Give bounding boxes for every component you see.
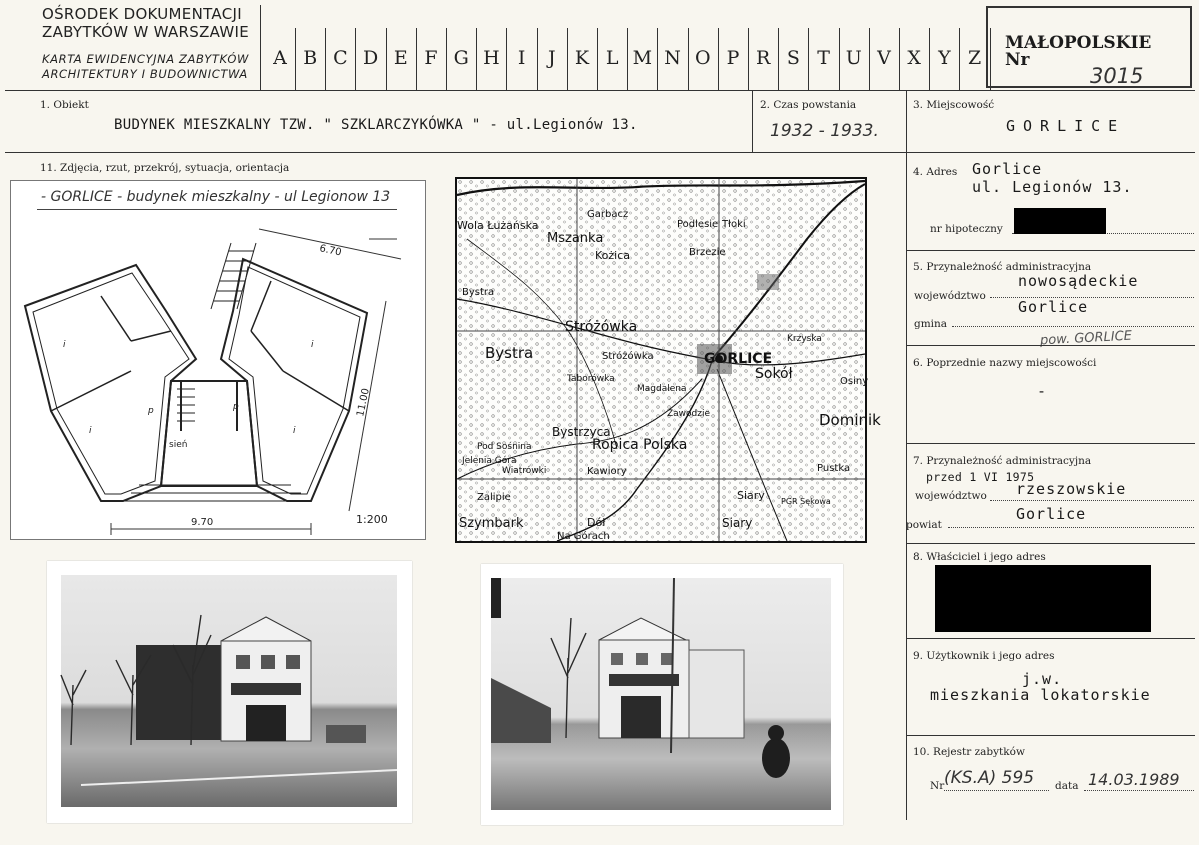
institution-line-1: OŚRODEK DOKUMENTACJI bbox=[42, 5, 242, 23]
map-place-label: Osiny bbox=[840, 376, 869, 387]
map-place-label: Ropica Polska bbox=[592, 437, 688, 453]
institution-name bbox=[42, 5, 249, 41]
map-place-label: Siary bbox=[722, 516, 753, 530]
photo-1-scene bbox=[61, 575, 397, 807]
letter-p: P bbox=[726, 47, 740, 69]
card-title bbox=[42, 52, 249, 82]
room-label-sien: sień bbox=[169, 440, 188, 450]
letter-v: V bbox=[877, 47, 891, 69]
map-place-label: Bystra bbox=[485, 344, 534, 362]
letter-d: D bbox=[362, 47, 379, 69]
przed-label: 7. Przynależność administracyjna bbox=[913, 455, 1092, 467]
photo-2 bbox=[481, 564, 843, 825]
wojewodztwo2-value: rzeszowskie bbox=[1016, 480, 1127, 498]
uzytkownik-line-2: mieszkania lokatorskie bbox=[930, 686, 1151, 704]
rejestr-nr-label: Nr bbox=[930, 780, 945, 792]
divider-przynaleznosc bbox=[906, 345, 1195, 346]
map-place-label: PGR Sękowa bbox=[781, 497, 831, 506]
map-place-label: Kożica bbox=[595, 249, 631, 262]
map-place-label: Bystra bbox=[462, 287, 495, 298]
divider-przed bbox=[906, 543, 1195, 544]
letter-n: N bbox=[664, 47, 681, 69]
divider-adres bbox=[906, 250, 1195, 251]
map-place-label: Tłoki bbox=[722, 219, 746, 230]
czas-value: 1932 - 1933. bbox=[770, 121, 879, 141]
dim-bottom: 9.70 bbox=[191, 517, 214, 528]
header-divider bbox=[5, 90, 1195, 91]
rejestr-nr-value: (KS.A) 595 bbox=[944, 768, 1035, 788]
wojewodztwo2-dots bbox=[990, 500, 1194, 501]
dim-top: 6.70 bbox=[318, 243, 343, 259]
letter-x: X bbox=[907, 47, 921, 69]
gmina-value: Gorlice bbox=[1018, 298, 1089, 316]
map-place-label: Dominik bbox=[819, 411, 881, 429]
powiat-dots bbox=[948, 527, 1194, 528]
adres-line-1: Gorlice bbox=[972, 160, 1043, 178]
rejestr-data-value: 14.03.1989 bbox=[1088, 770, 1180, 789]
zdjecia-label: 11. Zdjęcia, rzut, przekrój, sytuacja, orientacja bbox=[40, 162, 290, 174]
uzytkownik-label: 9. Użytkownik i jego adres bbox=[913, 650, 1055, 662]
map-place-label: Pod Sośnina bbox=[477, 442, 532, 452]
powiat-value: Gorlice bbox=[1016, 505, 1087, 523]
map-place-label: Stróżówka bbox=[565, 319, 638, 335]
right-column-separator bbox=[906, 90, 907, 820]
map-place-label: Podlesie bbox=[677, 219, 719, 230]
map-place-label: Wiatrówki bbox=[502, 466, 547, 476]
header-separator bbox=[260, 5, 261, 90]
letter-m: M bbox=[632, 47, 653, 69]
letter-y: Y bbox=[938, 47, 951, 69]
wlasciciel-label: 8. Właściciel i jego adres bbox=[913, 551, 1046, 563]
map-place-label: GORLICE bbox=[704, 351, 773, 367]
map-place-label: Krzyska bbox=[787, 334, 822, 344]
letter-h: H bbox=[483, 47, 500, 69]
letter-c: C bbox=[333, 47, 348, 69]
map-place-label: Wola Łużańska bbox=[457, 219, 539, 232]
room-label-p-1: p bbox=[148, 406, 154, 416]
przed-date: przed 1 VI 1975 bbox=[926, 470, 1035, 484]
poprzednie-label: 6. Poprzednie nazwy miejscowości bbox=[913, 357, 1097, 369]
obiekt-label: 1. Obiekt bbox=[40, 99, 89, 111]
room-label-p-2: p bbox=[233, 402, 239, 412]
divider-uzytkownik bbox=[906, 735, 1195, 736]
letter-b: B bbox=[303, 47, 318, 69]
divider-wlasciciel bbox=[906, 638, 1195, 639]
rejestr-data-label: data bbox=[1055, 780, 1079, 792]
adres-line-2: ul. Legionów 13. bbox=[972, 178, 1133, 196]
row1-divider bbox=[5, 152, 1195, 153]
rejestr-data-dots bbox=[1084, 790, 1194, 791]
letter-t: T bbox=[817, 47, 830, 69]
letter-a: A bbox=[273, 47, 287, 69]
czas-label: 2. Czas powstania bbox=[760, 99, 857, 111]
divider-poprzednie bbox=[906, 443, 1195, 444]
letter-z: Z bbox=[967, 47, 982, 69]
wojewodztwo-label: województwo bbox=[914, 290, 986, 302]
photo-1-image bbox=[61, 575, 397, 807]
gmina-label: gmina bbox=[914, 318, 948, 330]
room-label-i-4: i bbox=[293, 426, 296, 436]
map-place-label: Jelenia Góra bbox=[462, 456, 517, 466]
letter-g: G bbox=[453, 47, 469, 69]
map-place-label: Siary bbox=[737, 489, 765, 502]
letter-f: F bbox=[424, 47, 438, 69]
row1-separator-a bbox=[752, 90, 753, 152]
map-place-label: Szymbark bbox=[459, 516, 524, 531]
letter-o: O bbox=[695, 47, 711, 69]
map-place-label: Bystrzyca bbox=[552, 425, 611, 439]
rejestr-nr-dots bbox=[944, 790, 1049, 791]
room-label-i-2: i bbox=[89, 426, 92, 436]
map-place-label: Kawiory bbox=[587, 466, 627, 477]
letter-k: K bbox=[574, 47, 590, 69]
letter-e: E bbox=[393, 47, 408, 69]
map-place-label: Mszanka bbox=[547, 231, 604, 246]
adres-label: 4. Adres bbox=[913, 166, 958, 178]
card-title-line-1: KARTA EWIDENCYJNA ZABYTKÓW bbox=[42, 52, 249, 66]
poprzednie-value: - bbox=[1037, 382, 1048, 400]
miejscowosc-value: GORLICE bbox=[1006, 117, 1126, 135]
plan-title: - GORLICE - budynek mieszkalny - ul Legionow 13 bbox=[41, 189, 391, 205]
letter-l: L bbox=[605, 47, 619, 69]
floor-plan-drawing bbox=[11, 181, 425, 539]
wojewodztwo2-label: województwo bbox=[915, 490, 987, 502]
map-place-label: Magdalena bbox=[637, 384, 687, 394]
location-map bbox=[455, 177, 881, 543]
letter-j: J bbox=[547, 47, 556, 69]
wojewodztwo-value: nowosądeckie bbox=[1018, 272, 1139, 290]
hipoteczny-label: nr hipoteczny bbox=[930, 223, 1003, 235]
letter-i: I bbox=[517, 47, 526, 69]
map-place-label: Zalipie bbox=[477, 492, 511, 503]
card-title-line-2: ARCHITEKTURY I BUDOWNICTWA bbox=[42, 67, 248, 81]
miejscowosc-label: 3. Miejscowość bbox=[913, 99, 995, 111]
room-label-i-1: i bbox=[63, 340, 66, 350]
letter-r: R bbox=[756, 47, 771, 69]
floor-plan-panel bbox=[10, 180, 426, 540]
wlasciciel-redaction bbox=[935, 565, 1151, 632]
map-place-label: Zawodzie bbox=[667, 409, 711, 419]
hipoteczny-redaction bbox=[1014, 208, 1106, 234]
nr-value: 3015 bbox=[1090, 64, 1144, 88]
nr-label: Nr bbox=[1005, 50, 1030, 70]
plan-scale: 1:200 bbox=[356, 513, 388, 526]
map-place-label: Stróżówka bbox=[602, 351, 654, 362]
photo-1 bbox=[47, 561, 412, 823]
gmina-note: pow. GORLICE bbox=[1039, 328, 1133, 349]
przynaleznosc-label: 5. Przynależność administracyjna bbox=[913, 261, 1092, 273]
map-place-label: Taborówka bbox=[567, 374, 615, 384]
letter-s: S bbox=[786, 47, 800, 69]
region-name: MAŁOPOLSKIE bbox=[1005, 33, 1152, 53]
photo-2-image bbox=[491, 578, 831, 810]
map-place-label: Brzezie bbox=[689, 247, 726, 258]
powiat-label: powiat bbox=[906, 519, 942, 531]
letter-u: U bbox=[845, 47, 862, 69]
map-place-label: Dół bbox=[587, 516, 606, 529]
dim-side: 11.00 bbox=[355, 387, 372, 418]
institution-line-2: ZABYTKÓW W WARSZAWIE bbox=[42, 23, 250, 41]
room-label-i-3: i bbox=[311, 340, 314, 350]
map-place-label: Garbacz bbox=[587, 209, 629, 220]
obiekt-value: BUDYNEK MIESZKALNY TZW. " SZKLARCZYKÓWKA " - ul.Legionów 13. bbox=[114, 117, 638, 133]
gmina-dots bbox=[952, 326, 1194, 327]
uzytkownik-line-1: j.w. bbox=[1022, 670, 1063, 688]
photo-2-scene bbox=[491, 578, 831, 810]
map-place-label: Sokół bbox=[755, 366, 793, 382]
map-place-label: Pustka bbox=[817, 463, 851, 474]
map-place-label: Na Górach bbox=[557, 531, 610, 542]
rejestr-label: 10. Rejestr zabytków bbox=[913, 746, 1025, 758]
